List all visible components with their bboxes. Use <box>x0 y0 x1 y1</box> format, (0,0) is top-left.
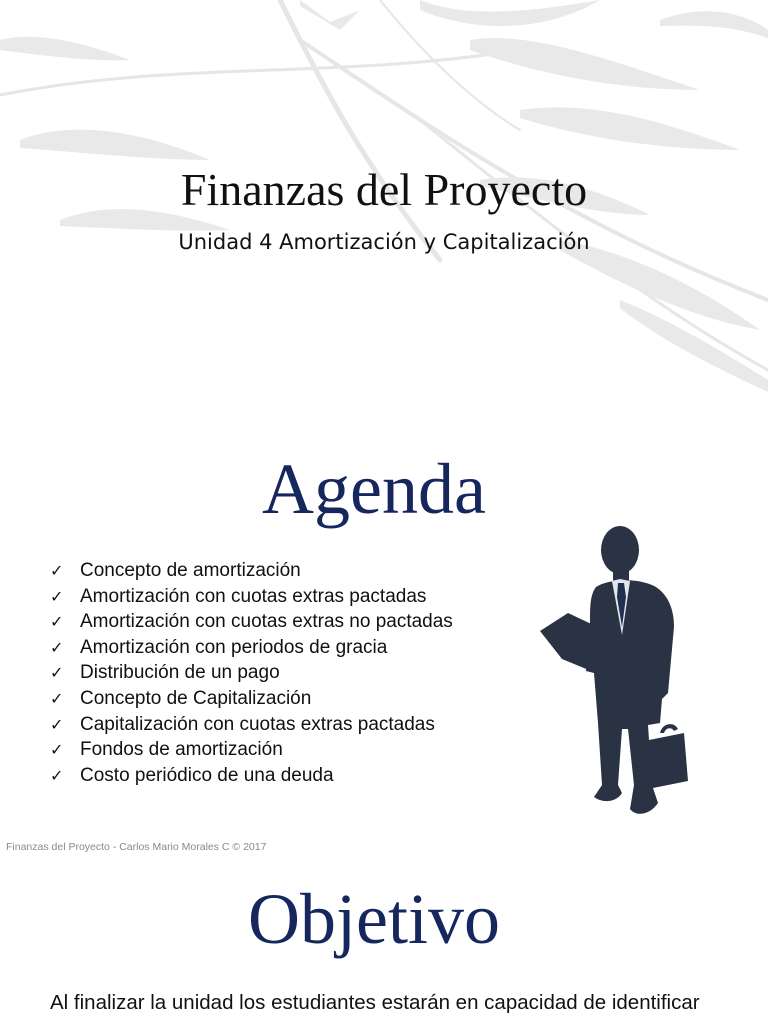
agenda-item-label: Concepto de amortización <box>80 560 301 581</box>
checkmark-icon: ✓ <box>50 740 64 760</box>
agenda-item <box>50 686 453 712</box>
checkmark-icon: ✓ <box>50 688 64 708</box>
presentation-title: Finanzas del Proyecto <box>180 164 588 215</box>
checkmark-icon: ✓ <box>50 586 64 606</box>
agenda-item-label: Amortización con cuotas extras pactadas <box>80 585 427 607</box>
agenda-item <box>50 712 453 738</box>
agenda-item <box>50 635 453 661</box>
agenda-item-label: Amortización con periodos de gracia <box>80 636 388 658</box>
agenda-item-label: Costo periódico de una deuda <box>80 764 334 786</box>
agenda-item-label: Distribución de un pago <box>80 662 280 684</box>
checkmark-icon: ✓ <box>50 612 64 632</box>
checkmark-icon: ✓ <box>50 663 64 683</box>
agenda-item <box>50 558 453 584</box>
objetivo-body-text: Al finalizar la unidad los estudiantes estarán en capacidad de identificar <box>50 991 700 1014</box>
checkmark-icon: ✓ <box>50 714 64 734</box>
agenda-item <box>50 660 453 686</box>
agenda-item <box>50 737 453 763</box>
checkmark-icon: ✓ <box>50 561 64 580</box>
slide-footer: Finanzas del Proyecto - Carlos Mario Morales C © 2017 <box>6 841 267 853</box>
slide-agenda <box>0 410 768 858</box>
slide-objetivo <box>0 858 768 1024</box>
objetivo-heading: Objetivo <box>248 879 500 959</box>
checkmark-icon: ✓ <box>50 637 64 657</box>
agenda-item <box>50 609 453 635</box>
agenda-item-label: Concepto de Capitalización <box>80 687 312 709</box>
agenda-item-label: Fondos de amortización <box>80 739 283 761</box>
businessman-silhouette-icon <box>538 523 693 823</box>
checkmark-icon: ✓ <box>50 765 64 785</box>
agenda-item <box>50 584 453 610</box>
agenda-heading: Agenda <box>262 449 486 529</box>
agenda-item-label: Amortización con cuotas extras no pactadas <box>80 611 453 633</box>
agenda-item <box>50 763 453 789</box>
presentation-subtitle: Unidad 4 Amortización y Capitalización <box>178 230 590 254</box>
agenda-item-label: Capitalización con cuotas extras pactadas <box>80 713 435 735</box>
agenda-list <box>50 558 453 788</box>
slide-title <box>0 0 768 410</box>
